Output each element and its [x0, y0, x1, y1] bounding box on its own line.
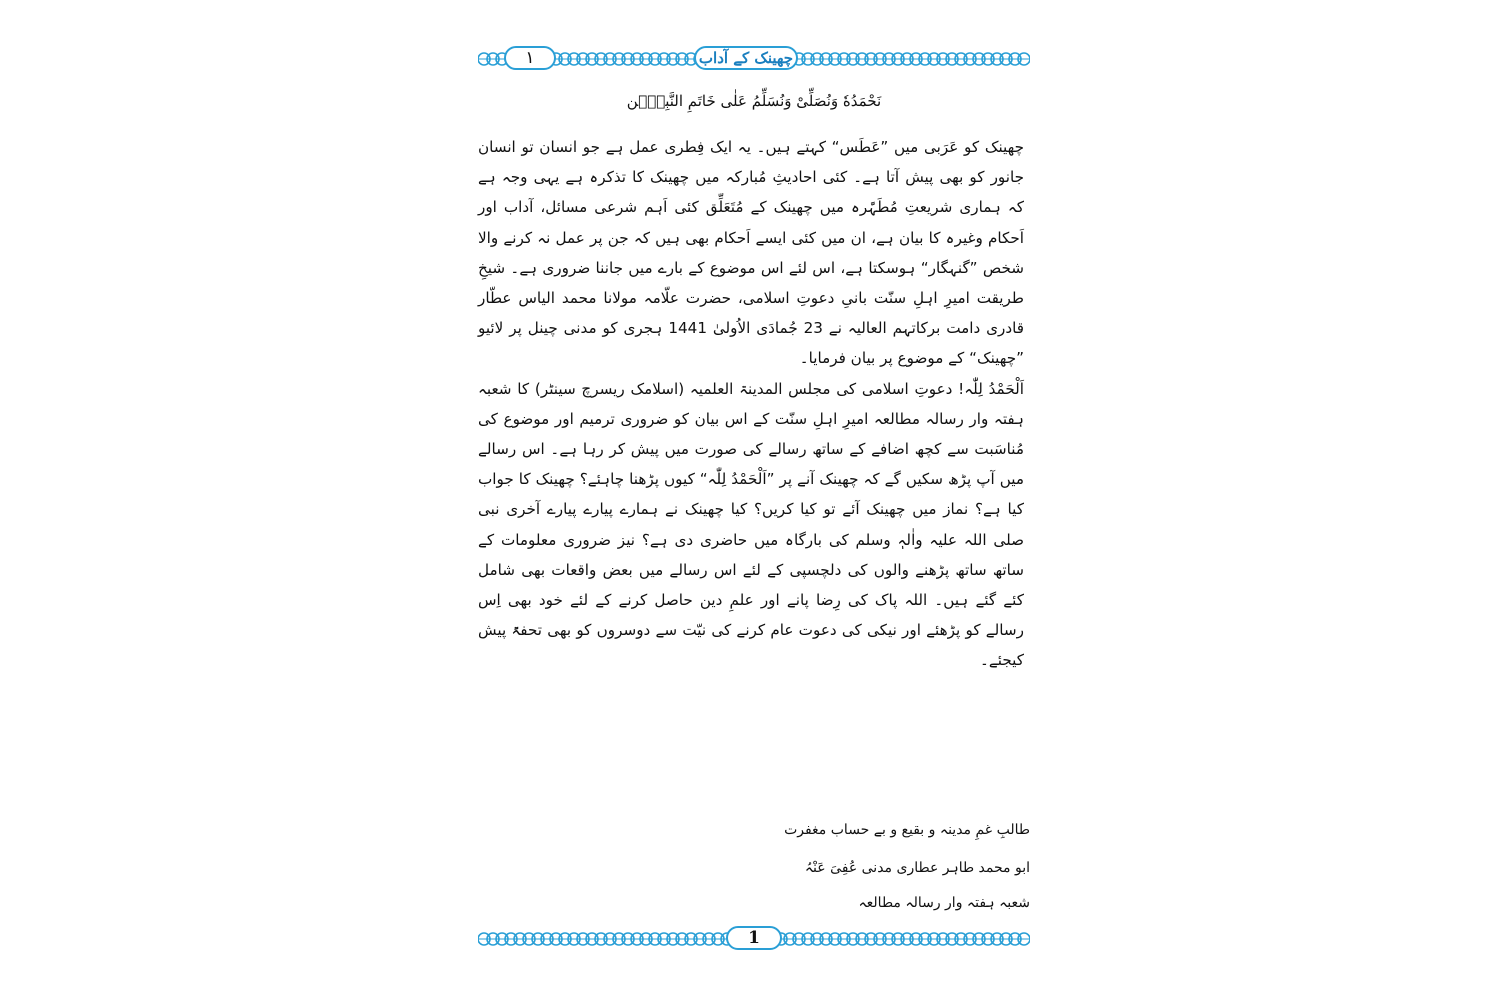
signature-department: شعبہ ہفتہ وار رسالہ مطالعہ: [858, 895, 1030, 911]
body-text: [478, 132, 1024, 676]
opening-salutation: نَحْمَدُهٗ وَنُصَلِّیْ وَنُسَلِّمُ عَلٰی خَاتَمِ النَّبِیّٖن: [626, 92, 882, 110]
running-title: چھینک کے آداب: [694, 46, 798, 70]
footer-page-number: 1: [726, 926, 782, 950]
paragraph-1: چھینک کو عَرَبی میں ”عَطَس“ کہتے ہیں۔ یہ ایک فِطری عمل ہے جو انسان تو انسان جانور کو بھی پیش آتا ہے۔ کئی احادیثِ مُبارکہ میں چھینک کا تذکرہ ہے یہی وجہ ہے کہ ہماری شریعتِ مُطَہَّرہ میں چھینک کے مُتَعَلِّق کئی اَہم شرعی مسائل، آداب اور اَحکام وغیرہ کا بیان ہے، ان میں کئی ایسے اَحکام بھی ہیں کہ جن پر عمل نہ کرنے والا شخص ”گنہگار“ ہوسکتا ہے، اس لئے اس موضوع کے بارے میں جاننا ضروری ہے۔ شیخِ طریقت امیرِ اہلِ سنّت بانیِ دعوتِ اسلامی، حضرت علّامہ مولانا محمد الیاس عطّار قادری دامت برکاتہم العالیہ نے 23 جُمادَی الاُولیٰ 1441 ہجری کو مدنی چینل پر لائیو ”چھینک“ کے موضوع پر بیان فرمایا۔: [478, 138, 1024, 368]
paragraph-2: اَلْحَمْدُ لِلّٰہ! دعوتِ اسلامی کی مجلس المدینۃ العلمیہ (اسلامک ریسرچ سینٹر) کا شعبہ ہفتہ وار رسالہ مطالعہ امیرِ اہلِ سنّت کے اس بیان کو ضروری ترمیم اور موضوع کی مُناسَبت سے کچھ اضافے کے ساتھ رسالے کی صورت میں پیش کر رہا ہے۔ اس رسالے میں آپ پڑھ سکیں گے کہ چھینک آنے پر ”اَلْحَمْدُ لِلّٰہ“ کیوں پڑھنا چاہئے؟ چھینک کا جواب کیا ہے؟ نماز میں چھینک آئے تو کیا کریں؟ کیا چھینک نے ہمارے پیارے پیارے آخری نبی صلی اللہ علیہ واٰلہٖ وسلم کی بارگاہ میں حاضری دی ہے؟ نیز ضروری معلومات کے ساتھ ساتھ پڑھنے والوں کی دلچسپی کے لئے اس رسالے میں بعض واقعات بھی شامل کئے گئے ہیں۔ اللہ پاک کی رِضا پانے اور علمِ دین حاصل کرنے کے لئے خود بھی اِس رسالے کو پڑھئے اور نیکی کی دعوت عام کرنے کی نیّت سے دوسروں کو بھی تحفۃً پیش کیجئے۔: [478, 379, 1024, 670]
book-page: [478, 40, 1030, 970]
signature-line-1: طالبِ غمِ مدینہ و بقیع و بے حساب مغفرت: [784, 822, 1030, 838]
signature-author: ابو محمد طاہر عطاری مدنی عُفِیَ عَنْہُ: [804, 860, 1030, 876]
header-page-number: ۱: [504, 46, 556, 70]
